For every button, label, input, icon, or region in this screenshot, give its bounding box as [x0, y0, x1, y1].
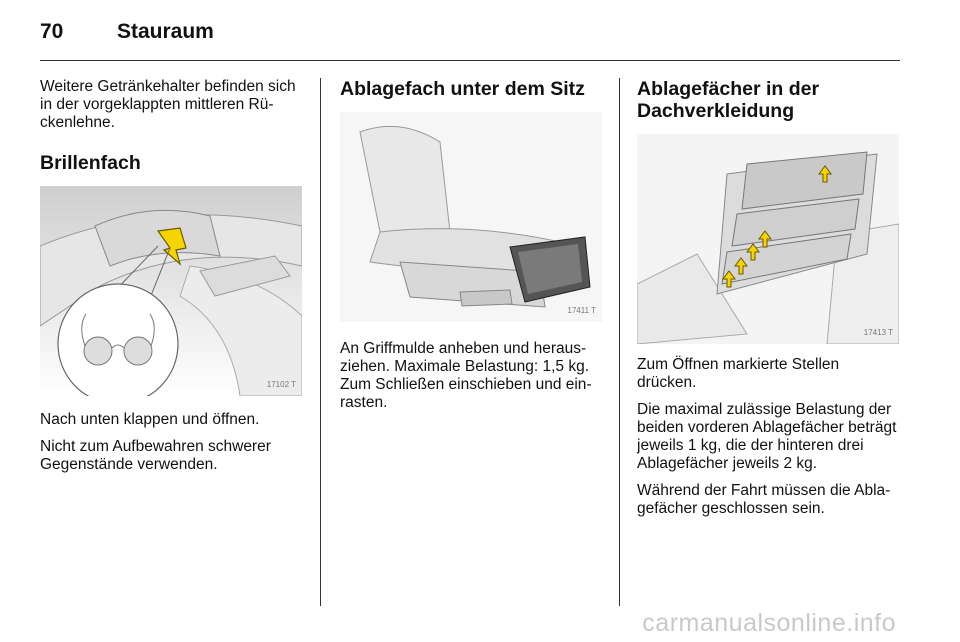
- glasses-icon: [84, 337, 112, 365]
- paragraph: Nicht zum Aufbewahren schwerer Gegenstände verwenden.: [40, 438, 271, 473]
- detail-circle: [58, 284, 178, 396]
- intro-paragraph: Weitere Getränkehalter befinden sich in der vorgeklappten mittleren Rückenlehne.: [40, 78, 296, 131]
- column-divider: [320, 78, 321, 606]
- paragraph: Die maximal zulässige Belastung der beiden vorderen Ablagefächer beträgt jeweils 1 kg, die der hinteren drei Ablagefächer jeweils 2 kg.: [637, 401, 897, 472]
- figure-roof-compartments: [637, 134, 899, 344]
- paragraph: An Griffmulde anheben und herausziehen. Maximale Belastung: 1,5 kg. Zum Schließen einschieben und einrasten.: [340, 340, 592, 411]
- section-heading-brillenfach: Brillenfach: [40, 152, 141, 174]
- section-heading-ablagefaecher-dach: Ablagefächer in der Dachverkleidung: [637, 78, 820, 122]
- figure-code: 17413 T: [863, 328, 893, 337]
- header-rule: [40, 60, 900, 61]
- column-divider: [619, 78, 620, 606]
- page-title: Stauraum: [117, 20, 214, 43]
- paragraph: Nach unten klappen und öffnen.: [40, 411, 260, 428]
- roof-compartments-illustration: [637, 134, 899, 344]
- figure-code: 17102 T: [266, 380, 296, 389]
- paragraph: Während der Fahrt müssen die Ablagefächer geschlossen sein.: [637, 482, 891, 517]
- figure-glasses-holder: [40, 186, 302, 396]
- column-1: [40, 78, 302, 483]
- column-2: [340, 78, 602, 421]
- paragraph: Zum Öffnen markierte Stellen drücken.: [637, 356, 840, 391]
- column-3: [637, 78, 899, 527]
- figure-code: 17411 T: [567, 306, 596, 315]
- page-number: 70: [40, 20, 64, 43]
- seat-drawer-illustration: [340, 112, 602, 322]
- section-heading-ablagefach-sitz: Ablagefach unter dem Sitz: [340, 78, 585, 100]
- figure-under-seat-drawer: [340, 112, 602, 322]
- glasses-holder-illustration: [40, 186, 302, 396]
- watermark: carmanualsonline.info: [642, 609, 896, 637]
